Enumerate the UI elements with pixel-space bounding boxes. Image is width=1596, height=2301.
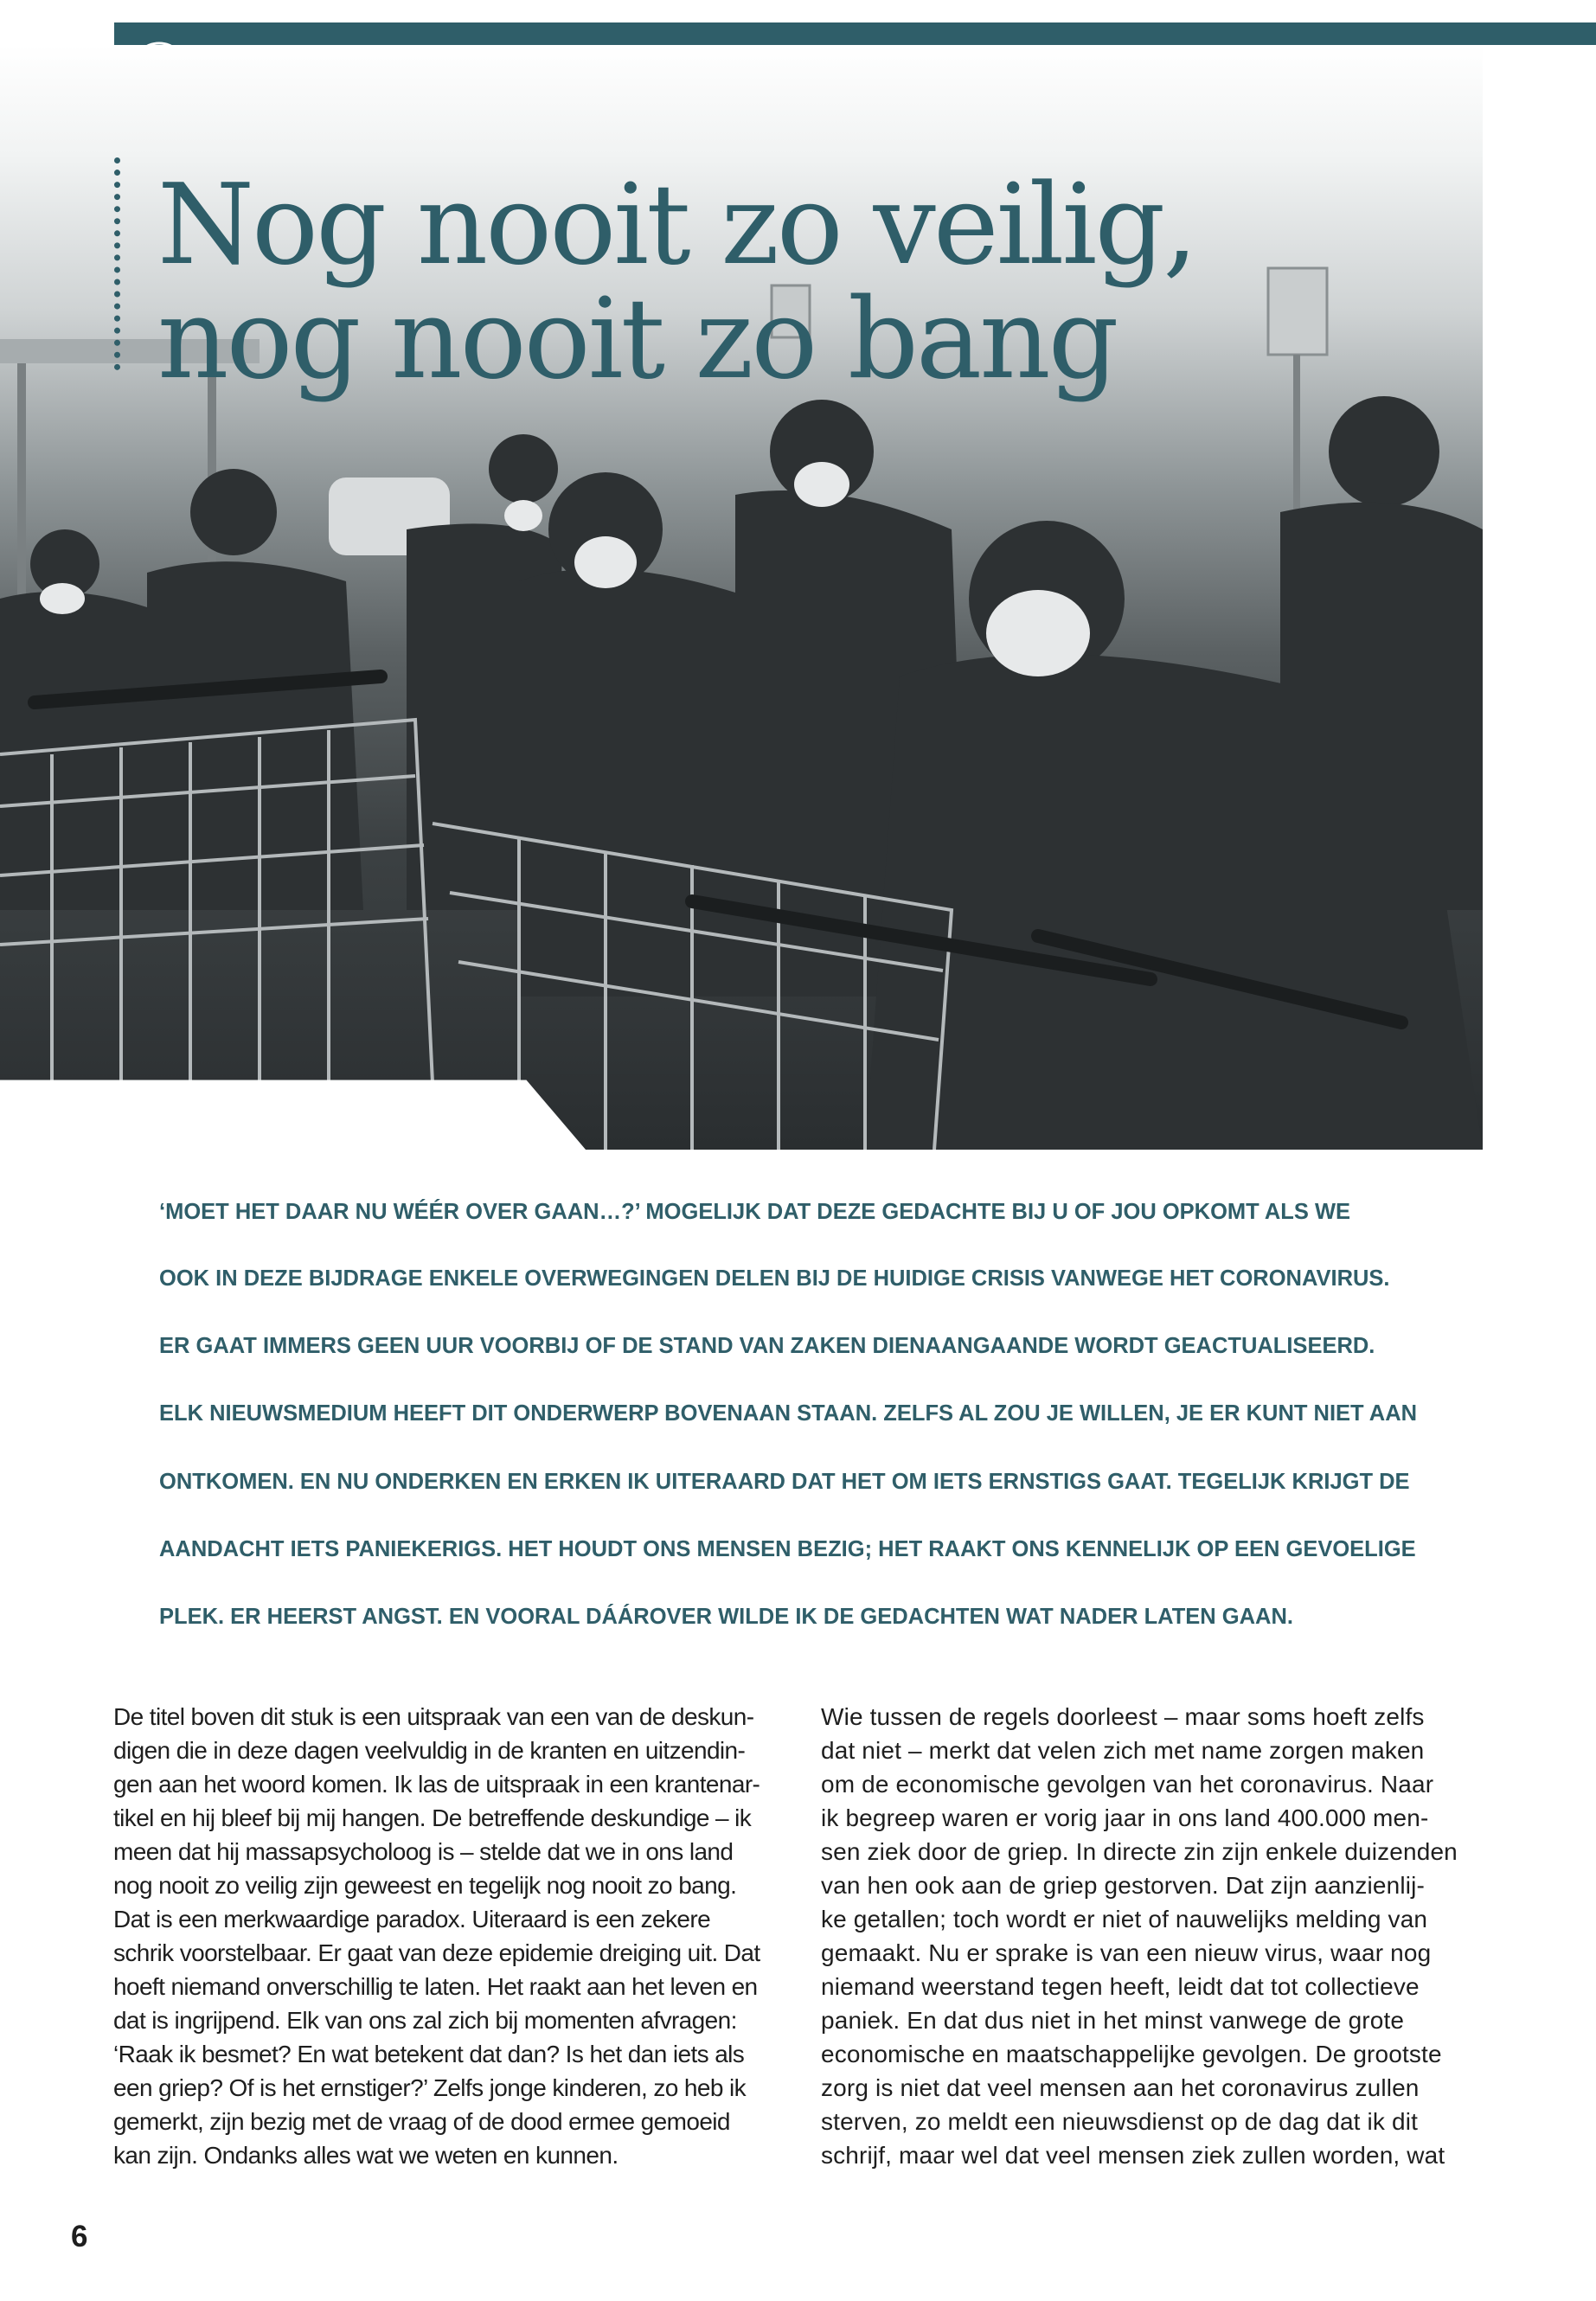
body-line: Wie tussen de regels doorleest – maar soms hoeft zelfs: [821, 1703, 1425, 1730]
lead-line: OOK IN DEZE BIJDRAGE ENKELE OVERWEGINGEN DELEN BIJ DE HUIDIGE CRISIS VANWEGE HET CORONAVIRUS.: [159, 1266, 1390, 1291]
body-line: ik begreep waren er vorig jaar in ons land 400.000 men-: [821, 1804, 1429, 1831]
body-column-right: [821, 1700, 1483, 2172]
body-line: kan zijn. Ondanks alles wat we weten en kunnen.: [113, 2142, 619, 2169]
body-line: gen aan het woord komen. Ik las de uitspraak in een krantenar-: [113, 1771, 760, 1798]
body-line: van hen ook aan de griep gestorven. Dat zijn aanzienlij-: [821, 1872, 1425, 1899]
body-line: om de economische gevolgen van het coronavirus. Naar: [821, 1771, 1434, 1798]
body-line: hoeft niemand onverschillig te laten. Het raakt aan het leven en: [113, 1973, 758, 2000]
body-line: Dat is een merkwaardige paradox. Uiteraard is een zekere: [113, 1906, 711, 1932]
body-line: dat is ingrijpend. Elk van ons zal zich bij momenten afvragen:: [113, 2007, 737, 2034]
body-line: gemaakt. Nu er sprake is van een nieuw virus, waar nog: [821, 1939, 1432, 1966]
body-line: tikel en hij bleef bij mij hangen. De betreffende deskundige – ik: [113, 1804, 752, 1831]
body-line: dat niet – merkt dat velen zich met name zorgen maken: [821, 1737, 1425, 1764]
body-line: meen dat hij massapsycholoog is – stelde dat we in ons land: [113, 1838, 734, 1865]
lead-line: AANDACHT IETS PANIEKERIGS. HET HOUDT ONS MENSEN BEZIG; HET RAAKT ONS KENNELIJK OP EEN GEVOELIGE: [159, 1537, 1416, 1561]
body-column-left: [113, 1700, 816, 2172]
body-line: paniek. En dat dus niet in het minst vanwege de grote: [821, 2007, 1405, 2034]
article-title-line-1: Nog nooit zo veilig,: [157, 161, 1195, 290]
body-line: nog nooit zo veilig zijn geweest en tegelijk nog nooit zo bang.: [113, 1872, 737, 1899]
body-line: een griep? Of is het ernstiger?’ Zelfs jonge kinderen, zo heb ik: [113, 2074, 746, 2101]
body-line: digen die in deze dagen veelvuldig in de kranten en uitzendin-: [113, 1737, 746, 1764]
body-line: ‘Raak ik besmet? En wat betekent dat dan? Is het dan iets als: [113, 2041, 745, 2067]
lead-line: ‘MOET HET DAAR NU WÉÉR OVER GAAN…?’ MOGELIJK DAT DEZE GEDACHTE BIJ U OF JOU OPKOMT ALS WE: [159, 1200, 1351, 1224]
body-line: sterven, zo meldt een nieuwsdienst op de dag dat ik dit: [821, 2108, 1418, 2135]
lead-line: ELK NIEUWSMEDIUM HEEFT DIT ONDERWERP BOVENAAN STAAN. ZELFS AL ZOU JE WILLEN, JE ER KUNT NIET AAN: [159, 1401, 1418, 1426]
body-line: niemand weerstand tegen heeft, leidt dat tot collectieve: [821, 1973, 1420, 2000]
lead-line: ONTKOMEN. EN NU ONDERKEN EN ERKEN IK UITERAARD DAT HET OM IETS ERNSTIGS GAAT. TEGELIJK KRIJGT DE: [159, 1470, 1410, 1494]
body-line: schrijf, maar wel dat veel mensen ziek zullen worden, wat: [821, 2142, 1445, 2169]
article-title-line-2: nog nooit zo bang: [157, 275, 1117, 404]
page-number: 6: [71, 2220, 88, 2253]
title-dotted-rule: [114, 157, 120, 370]
body-line: sen ziek door de griep. In directe zin zijn enkele duizenden: [821, 1838, 1458, 1865]
body-line: ke getallen; toch wordt er niet of nauwelijks melding van: [821, 1906, 1428, 1932]
lead-line: ER GAAT IMMERS GEEN UUR VOORBIJ OF DE STAND VAN ZAKEN DIENAANGAANDE WORDT GEACTUALISEERD.: [159, 1334, 1375, 1358]
body-line: schrik voorstelbaar. Er gaat van deze epidemie dreiging uit. Dat: [113, 1939, 760, 1966]
lead-line: PLEK. ER HEERST ANGST. EN VOORAL DÁÁROVER WILDE IK DE GEDACHTEN WAT NADER LATEN GAAN.: [159, 1605, 1293, 1629]
body-line: De titel boven dit stuk is een uitspraak van een van de deskun-: [113, 1703, 754, 1730]
body-line: economische en maatschappelijke gevolgen. De grootste: [821, 2041, 1442, 2067]
body-line: gemerkt, zijn bezig met de vraag of de dood ermee gemoeid: [113, 2108, 730, 2135]
body-line: zorg is niet dat veel mensen aan het coronavirus zullen: [821, 2074, 1420, 2101]
